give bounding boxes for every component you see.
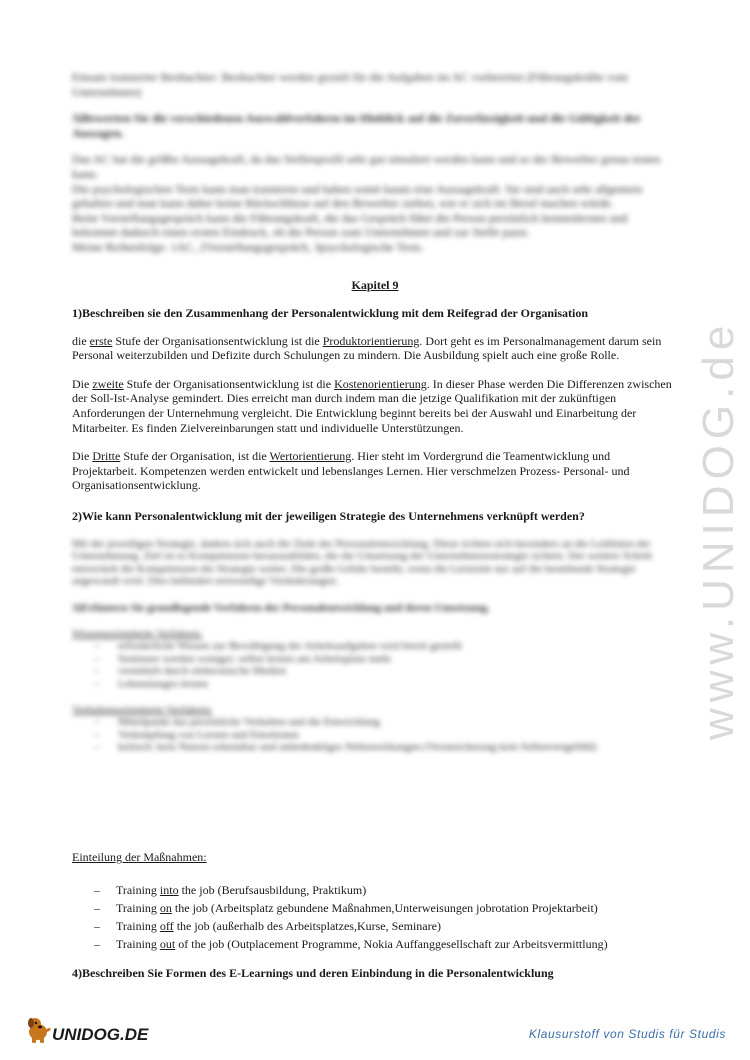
list-item: – Verknüpfung von Lernen und Emotionen [94, 728, 299, 741]
list-item-text: Seminare werden weniger; selbst lernen am Arbeitsplatz mehr [118, 652, 392, 665]
blurred-paragraph: Die psychologischen Tests kann man trainieren und haben somit kaum eine Aussagekraft. Sie sind auch sehr allgemein gehalten und man kann daher keine Rückschlüsse auf den Bewerber ziehen, wie er sich im Beruf machen würde. [72, 181, 643, 211]
list-item: – vermittelt durch elektronische Medien [94, 665, 287, 678]
text: the job (Arbeitsplatz gebundene Maßnahmen,Unterweisungen jobrotation Projektarbeit) [171, 900, 598, 915]
measures-section [72, 850, 682, 953]
measures-heading [72, 850, 682, 865]
text: . Hier steht im Vordergrund die Teamentwicklung und Projektarbeit. Kompetenzen werden entwickelt und lebenslanges Lernen. Hier verschmelzen Prozess- Personal- und Organisationsentwicklung. [72, 449, 630, 493]
blurred-top-section [72, 70, 672, 255]
blurred-question-title: 3)Erläutern Sie grundlegende Verfahren der Personalentwicklung und deren Umsetzung. [72, 601, 490, 614]
text: Training [116, 936, 160, 951]
text: the job (Berufsausbildung, Praktikum) [178, 882, 367, 897]
list-item: – Training off the job (außerhalb des Arbeitsplatzes,Kurse, Seminare) [94, 918, 441, 933]
blurred-question-title: 3)Bewerten Sie die verschiedenen Auswahlverfahren im Hinblick auf die Zuverlässigkeit und die Gültigkeit der Aussagen. [72, 111, 641, 140]
q1-paragraph-1 [72, 334, 677, 363]
underlined-text: out [159, 936, 176, 951]
blurred-heading-text: Wissensorientierte Verfahren: [72, 628, 203, 641]
blurred-list [72, 640, 672, 690]
text: die [72, 333, 90, 348]
underlined-text: Wertorientierung [269, 449, 352, 464]
blurred-paragraph: Meine Reihenfolge: 1AC, 2Vorstellungsgespräch, 3psychologische Tests. [72, 239, 424, 254]
list-item: – Training out of the job (Outplacement Programme, Nokia Auffanggesellschaft zur Arbeitsvermittlung) [94, 936, 608, 951]
text: . Dort geht es im Personalmanagement darum sein Personal weiterzubilden und Defizite durch Schulungen zu mindern. Die Ausbildung spielt auch eine große Rolle. [72, 333, 662, 363]
list-item: – Seminare werden weniger; selbst lernen am Arbeitsplatz mehr [94, 652, 392, 665]
dog-icon [24, 1012, 154, 1046]
underlined-text: zweite [92, 376, 124, 391]
underlined-text: off [159, 918, 174, 933]
underlined-text: Kostenorientierung [334, 376, 427, 391]
footer-tagline: Klausurstoff von Studis für Studis [528, 1027, 726, 1041]
blurred-heading-text: Verhaltensorientierte Verfahren: [72, 704, 213, 717]
list-item: – Training into the job (Berufsausbildung, Praktikum) [94, 882, 367, 897]
underlined-text: Produktorientierung [322, 333, 420, 348]
list-item: – erforderliche Wissen zur Bewältigung der Arbeitsaufgaben wird bereit gestellt [94, 640, 462, 653]
chapter-title [0, 278, 750, 293]
measures-heading-text: Einteilung der Maßnahmen: [72, 850, 207, 864]
question-1-section [72, 306, 677, 493]
list-item-text: Verknüpfung von Lernen und Emotionen [118, 728, 299, 741]
blurred-list [72, 716, 672, 753]
blurred-heading [72, 704, 672, 716]
q1-paragraph-3 [72, 449, 677, 493]
text: Stufe der Organisationsentwicklung ist die [112, 333, 323, 348]
text: Training [116, 900, 160, 915]
list-item-text: vermittelt durch elektronische Medien [118, 665, 287, 678]
text: Training [116, 918, 160, 933]
blurred-heading [72, 628, 672, 640]
watermark [688, 270, 748, 740]
underlined-text: Dritte [92, 449, 121, 464]
text: Die [72, 449, 93, 464]
blurred-middle-section [72, 538, 672, 754]
underlined-text: on [159, 900, 172, 915]
list-item: – Training on the job (Arbeitsplatz gebundene Maßnahmen,Unterweisungen jobrotation Projektarbeit) [94, 900, 598, 915]
underlined-text: into [159, 882, 179, 897]
blurred-line: Einsatz trainierter Beobachter: Beobachter werden gezielt für die Aufgaben im AC vorbereitet (Führungskräfte vom [72, 70, 629, 84]
list-item-text: Mittelpunkt das persönliche Verhalten und die Entwicklung [118, 716, 380, 729]
text: . In dieser Phase werden Die Differenzen zwischen der Soll-Ist-Analyse gemindert. Dies erreicht man durch indem man die jetzige Qualifikation mit der zukünftigen Anforderungen der Unternehmung vergleicht. Die Entwicklung beginnt bereits bei der Auswahl und Einarbeitung der Mitarbeiter. Es finden Zielvereinbarungen statt und individuelle Unterstützungen. [72, 376, 672, 435]
text: Stufe der Organisation, ist die [120, 449, 270, 464]
list-item-text: kritisch: kein Nutzen erkennbar und unbedenkliges Nebenwirkungen (Verunsicherung kein Selbstvertgefühl) [118, 741, 597, 754]
blurred-line: Unternehmen) [72, 84, 142, 99]
blurred-paragraph: Das AC hat die größte Aussagekraft, da das Stellenprofil sehr gut simuliert werden kann und so der Bewerber genau testen kann. [72, 152, 661, 181]
list-item: – Mittelpunkt das persönliche Verhalten und die Entwicklung [94, 716, 380, 729]
question-1-title: 1)Beschreiben sie den Zusammenhang der Personalentwicklung mit dem Reifegrad der Organisation [72, 306, 588, 320]
text: of the job (Outplacement Programme, Nokia Auffanggesellschaft zur Arbeitsvermittlung) [175, 936, 608, 951]
list-item-text: erforderliche Wissen zur Bewältigung der Arbeitsaufgaben wird bereit gestellt [118, 640, 462, 653]
text: Stufe der Organisationsentwicklung ist die [123, 376, 335, 391]
blurred-paragraph: Beim Vorstellungsgespräch kann die Führungskraft, die das Gespräch führt die Person persönlich kennenlernen und bekommt dadurch einen ersten Eindruck, ob die Person zum Unternehmen und zur Stelle passt. [72, 210, 628, 240]
text: the job (außerhalb des Arbeitsplatzes,Kurse, Seminare) [173, 918, 441, 933]
measures-list [72, 881, 682, 953]
question-2-title: 2)Wie kann Personalentwicklung mit der jeweiligen Strategie des Unternehmens verknüpft werden? [72, 509, 585, 523]
blurred-paragraph: Mit der jeweiligen Strategie, ändern sich auch die Ziele der Personalentwicklung. Diese richten sich besonders an die Leitlinien der Unternehmung. Ziel ist es Kompetenzen herauszubilden, die die Umsetzung der Unternehmensstrategie sichern. Der weitere Schritt entwickelt die Kompetenzen die Strategie weiter. Die große Gefahr besteht, wenn die Lernziele nur auf die bestehende Strategie angewandt wird. Dies behindert notwendige Veränderungen. [72, 538, 653, 588]
underlined-text: erste [89, 333, 113, 348]
watermark-text: www.UNIDOG.de [694, 319, 743, 740]
list-item: – Lebenslanges lernen [94, 677, 209, 690]
unidog-logo[interactable] [24, 1012, 154, 1046]
list-item: – kritisch: kein Nutzen erkennbar und unbedenkliges Nebenwirkungen (Verunsicherung kein Selbstvertgefühl) [94, 741, 597, 754]
logo-text: UNIDOG.DE [52, 1025, 149, 1044]
text: Training [116, 882, 160, 897]
chapter-title-text: Kapitel 9 [351, 278, 399, 292]
list-item-text: Lebenslanges lernen [118, 677, 209, 690]
question-4-title: 4)Beschreiben Sie Formen des E-Learnings und deren Einbindung in die Personalentwicklung [72, 966, 554, 980]
text: Die [72, 376, 93, 391]
q1-paragraph-2 [72, 377, 677, 435]
